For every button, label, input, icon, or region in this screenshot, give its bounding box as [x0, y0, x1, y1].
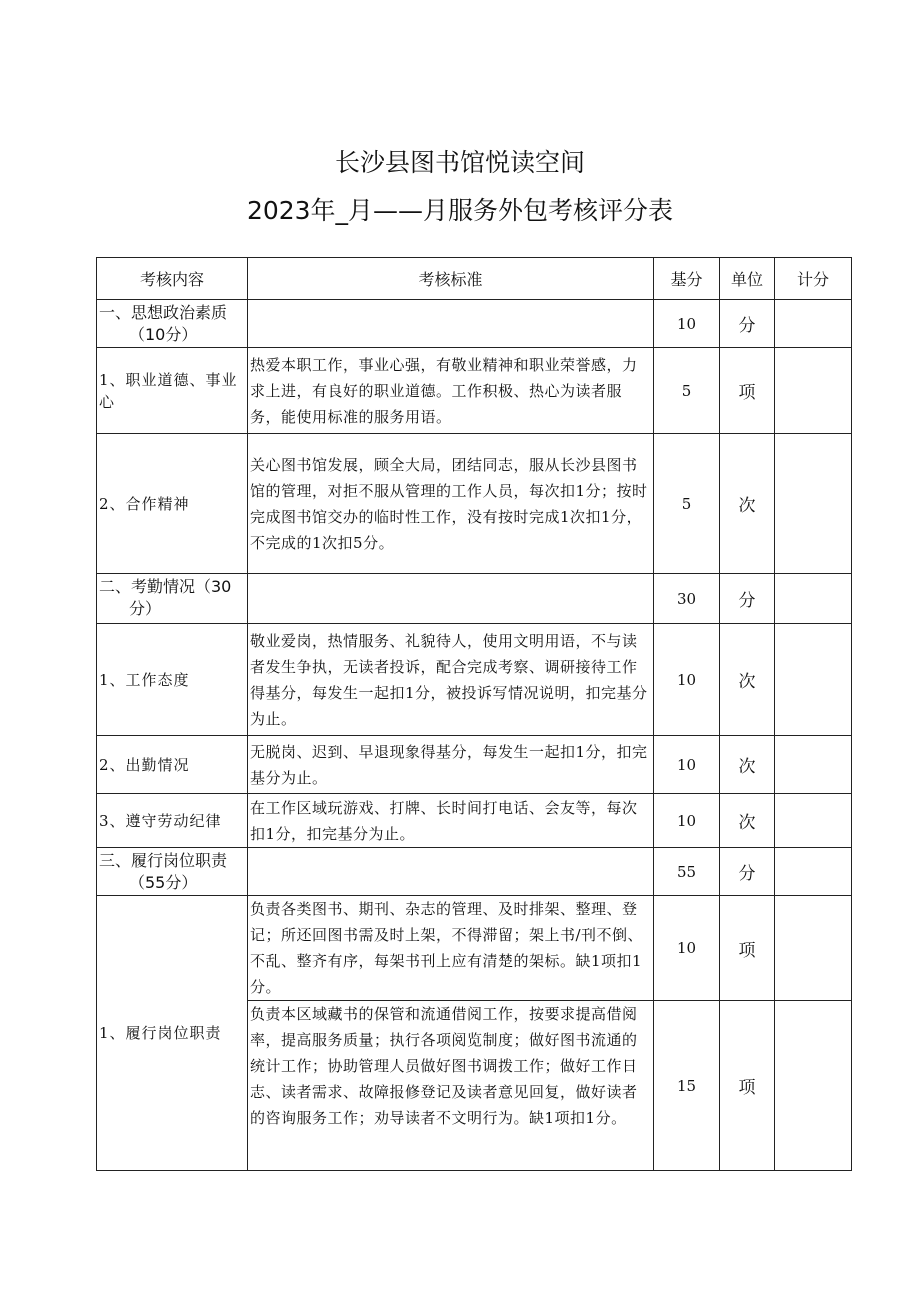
section-title-points: （55分） [129, 873, 198, 892]
evaluation-table [96, 257, 852, 1171]
table-row [97, 434, 852, 574]
points-cell[interactable] [775, 794, 852, 848]
section-title [97, 574, 248, 624]
points-cell[interactable] [775, 348, 852, 434]
section-criteria-empty [248, 848, 654, 896]
table-row [97, 624, 852, 736]
section-unit: 分 [720, 848, 775, 896]
item-score: 5 [654, 348, 720, 434]
item-score: 10 [654, 794, 720, 848]
item-unit: 次 [720, 794, 775, 848]
item-score: 10 [654, 896, 720, 1001]
section-title-main: 一、思想政治素质 [99, 303, 228, 322]
item-name: 1、职业道德、事业心 [97, 348, 248, 434]
item-unit: 次 [720, 624, 775, 736]
section-row [97, 848, 852, 896]
item-unit: 项 [720, 348, 775, 434]
points-cell[interactable] [775, 848, 852, 896]
section-title-main: 二、考勤情况（30 [99, 577, 232, 596]
item-name: 2、合作精神 [97, 434, 248, 574]
points-cell[interactable] [775, 434, 852, 574]
points-cell[interactable] [775, 1001, 852, 1171]
document-title [0, 142, 920, 238]
item-criteria: 关心图书馆发展，顾全大局，团结同志，服从长沙县图书馆的管理，对拒不服从管理的工作人员，每次扣1分；按时完成图书馆交办的临时性工作，没有按时完成1次扣1分，不完成的1次扣5分。 [248, 434, 654, 574]
item-unit: 次 [720, 434, 775, 574]
points-cell[interactable] [775, 736, 852, 794]
section-title-points: 分） [129, 599, 162, 618]
table-row [97, 736, 852, 794]
item-score: 15 [654, 1001, 720, 1171]
header-content: 考核内容 [97, 258, 248, 300]
item-score: 10 [654, 736, 720, 794]
section-score: 30 [654, 574, 720, 624]
section-criteria-empty [248, 574, 654, 624]
section-title-points: （10分） [129, 325, 198, 344]
item-unit: 项 [720, 1001, 775, 1171]
header-base-score: 基分 [654, 258, 720, 300]
item-unit: 次 [720, 736, 775, 794]
header-unit: 单位 [720, 258, 775, 300]
item-criteria: 在工作区域玩游戏、打牌、长时间打电话、会友等，每次扣1分，扣完基分为止。 [248, 794, 654, 848]
item-criteria: 热爱本职工作，事业心强，有敬业精神和职业荣誉感，力求上进，有良好的职业道德。工作积极、热心为读者服务，能使用标准的服务用语。 [248, 348, 654, 434]
section-unit: 分 [720, 574, 775, 624]
title-line-1: 长沙县图书馆悦读空间 [334, 148, 585, 177]
item-name: 3、遵守劳动纪律 [97, 794, 248, 848]
points-cell[interactable] [775, 624, 852, 736]
section-unit: 分 [720, 300, 775, 348]
section-score: 10 [654, 300, 720, 348]
table-row [97, 794, 852, 848]
item-score: 5 [654, 434, 720, 574]
item-name: 1、履行岗位职责 [97, 896, 248, 1171]
section-row [97, 574, 852, 624]
item-criteria: 无脱岗、迟到、早退现象得基分，每发生一起扣1分，扣完基分为止。 [248, 736, 654, 794]
section-row [97, 300, 852, 348]
item-criteria: 负责本区域藏书的保管和流通借阅工作，按要求提高借阅率，提高服务质量；执行各项阅览制度；做好图书流通的统计工作；协助管理人员做好图书调拨工作；做好工作日志、读者需求、故障报修登记及读者意见回复，做好读者的咨询服务工作；劝导读者不文明行为。缺1项扣1分。 [248, 1001, 654, 1171]
header-points: 计分 [775, 258, 852, 300]
section-title [97, 300, 248, 348]
item-name: 2、出勤情况 [97, 736, 248, 794]
section-title [97, 848, 248, 896]
item-criteria: 敬业爱岗，热情服务、礼貌待人，使用文明用语，不与读者发生争执，无读者投诉，配合完成考察、调研接待工作得基分，每发生一起扣1分，被投诉写情况说明，扣完基分为止。 [248, 624, 654, 736]
section-title-main: 三、履行岗位职责 [99, 851, 228, 870]
title-line-2: 2023年_月——月服务外包考核评分表 [246, 196, 674, 225]
table-row [97, 348, 852, 434]
table-header-row [97, 258, 852, 300]
points-cell[interactable] [775, 574, 852, 624]
item-criteria: 负责各类图书、期刊、杂志的管理、及时排架、整理、登记；所还回图书需及时上架，不得滞留；架上书/刊不倒、不乱、整齐有序，每架书刊上应有清楚的架标。缺1项扣1分。 [248, 896, 654, 1001]
table-row [97, 896, 852, 1001]
item-name: 1、工作态度 [97, 624, 248, 736]
header-standard: 考核标准 [248, 258, 654, 300]
points-cell[interactable] [775, 896, 852, 1001]
section-criteria-empty [248, 300, 654, 348]
points-cell[interactable] [775, 300, 852, 348]
section-score: 55 [654, 848, 720, 896]
item-unit: 项 [720, 896, 775, 1001]
item-score: 10 [654, 624, 720, 736]
